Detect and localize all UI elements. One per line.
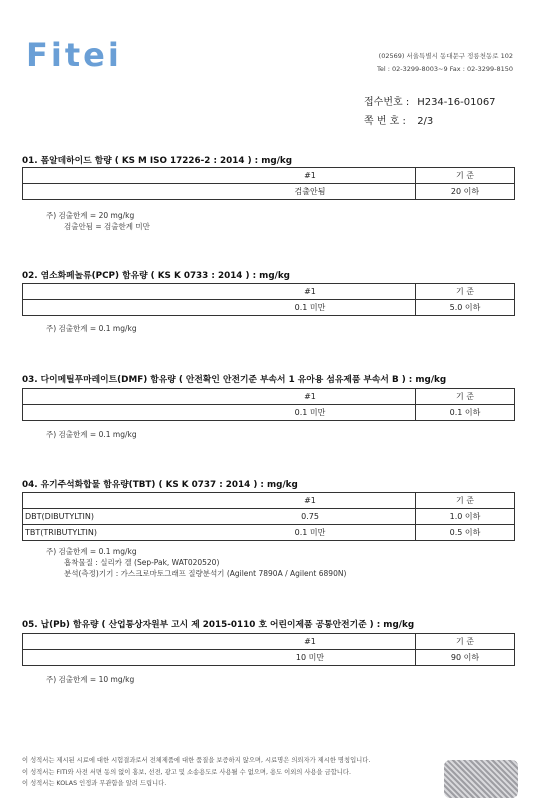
- standard-header: 기 준: [415, 168, 514, 183]
- note-line: 주) 검출한계 = 0.1 mg/kg: [46, 324, 137, 333]
- item-name: [23, 300, 205, 315]
- table-row: [23, 508, 514, 524]
- result-value: 0.75: [301, 512, 319, 521]
- table-header-row: [23, 168, 514, 183]
- report-info: [364, 93, 496, 131]
- item-name: DBT(DIBUTYLTIN): [25, 512, 94, 521]
- standard-value: 0.5 이하: [415, 525, 514, 540]
- section-03-notes: [46, 429, 137, 440]
- standard-value: 0.1 이하: [415, 405, 514, 420]
- item-name: [23, 405, 205, 420]
- contact-line: Tel : 02-3299-8003~9 Fax : 02-3299-8150: [376, 65, 513, 73]
- result-value: 검출안됨: [294, 187, 326, 196]
- table-row: [23, 183, 514, 199]
- table-row: [23, 524, 514, 540]
- section-02-notes: [46, 323, 137, 334]
- note-line: 주) 검출한계 = 20 mg/kg: [46, 211, 135, 220]
- footer-line: 이 성적서는 제시된 시료에 대한 시험결과로서 전체제품에 대한 품질을 보증하지 않으며, 시료명은 의뢰자가 제시한 명칭입니다.: [22, 757, 371, 764]
- standard-header: 기 준: [415, 493, 514, 508]
- section-05-table: [22, 633, 515, 666]
- section-04-table: [22, 492, 515, 541]
- sample-header: #1: [304, 496, 316, 505]
- standard-value: 20 이하: [415, 184, 514, 199]
- receipt-number-label: 접수번호 :: [364, 97, 410, 108]
- item-name: [23, 650, 205, 665]
- fiti-logo: Fitei: [26, 36, 122, 74]
- section-04-title: 04. 유기주석화합물 함유량(TBT) ( KS K 0737 : 2014 ) : mg/kg: [22, 480, 298, 490]
- footer-line: 이 성적서는 FITI와 사전 서면 동의 없이 홍보, 선전, 광고 및 소송용도로 사용될 수 없으며, 용도 이외의 사용을 금합니다.: [22, 768, 351, 776]
- section-01-notes: [46, 210, 150, 232]
- result-value: 10 미만: [295, 653, 325, 662]
- footer-disclaimer: [22, 755, 370, 790]
- hologram-stamp: [444, 760, 518, 798]
- section-03-title: 03. 다이메틸푸마레이트(DMF) 함유량 ( 안전확인 안전기준 부속서 1 유아용 섬유제품 부속서 B ) : mg/kg: [22, 375, 447, 385]
- result-value: 0.1 미만: [294, 408, 326, 417]
- table-row: [23, 649, 514, 665]
- section-02-title: 02. 염소화페놀류(PCP) 함유량 ( KS K 0733 : 2014 ) : mg/kg: [22, 271, 290, 281]
- result-value: 0.1 미만: [294, 528, 326, 537]
- receipt-number-value: H234-16-01067: [417, 97, 496, 108]
- section-01-table: [22, 167, 515, 200]
- footer-line: 이 성적서는 KOLAS 인정과 무관함을 알려 드립니다.: [22, 780, 167, 787]
- header-address: [377, 50, 513, 76]
- page-number-value: 2/3: [417, 116, 434, 127]
- standard-header: 기 준: [415, 634, 514, 649]
- address-line: (02569) 서울특별시 동대문구 정릉천동로 102: [378, 52, 513, 60]
- standard-header: 기 준: [415, 284, 514, 299]
- standard-value: 5.0 이하: [415, 300, 514, 315]
- standard-value: 1.0 이하: [415, 509, 514, 524]
- page-number-label: 쪽 번 호 :: [364, 116, 406, 127]
- table-header-row: [23, 493, 514, 508]
- table-row: [23, 404, 514, 420]
- item-name: TBT(TRIBUTYLTIN): [25, 528, 98, 537]
- table-header-row: [23, 389, 514, 404]
- sample-header: #1: [304, 392, 316, 401]
- note-line: 주) 검출한계 = 10 mg/kg: [46, 675, 135, 684]
- section-05-title: 05. 납(Pb) 함유량 ( 산업통상자원부 고시 제 2015-0110 호 어린이제품 공통안전기준 ) : mg/kg: [22, 620, 415, 630]
- table-row: [23, 299, 514, 315]
- table-header-row: [23, 284, 514, 299]
- item-name: [23, 184, 205, 199]
- note-line: 주) 검출한계 = 0.1 mg/kg: [46, 430, 137, 439]
- section-03-table: [22, 388, 515, 421]
- note-line: 검출안됨 = 검출한계 미만: [64, 222, 150, 231]
- note-line: 분석(측정)기기 : 가스크로마토그래프 질량분석기 (Agilent 7890A / Agilent 6890N): [64, 569, 347, 578]
- standard-header: 기 준: [415, 389, 514, 404]
- sample-header: #1: [304, 171, 316, 180]
- section-04-notes: [46, 546, 346, 579]
- note-line: 흡착물질 : 실리카 겔 (Sep-Pak, WAT020520): [64, 558, 220, 567]
- section-01-title: 01. 폼알데하이드 함량 ( KS M ISO 17226-2 : 2014 ) : mg/kg: [22, 156, 293, 166]
- section-05-notes: [46, 674, 134, 685]
- sample-header: #1: [304, 637, 316, 646]
- standard-value: 90 이하: [415, 650, 514, 665]
- section-02-table: [22, 283, 515, 316]
- note-line: 주) 검출한계 = 0.1 mg/kg: [46, 547, 137, 556]
- sample-header: #1: [304, 287, 316, 296]
- table-header-row: [23, 634, 514, 649]
- result-value: 0.1 미만: [294, 303, 326, 312]
